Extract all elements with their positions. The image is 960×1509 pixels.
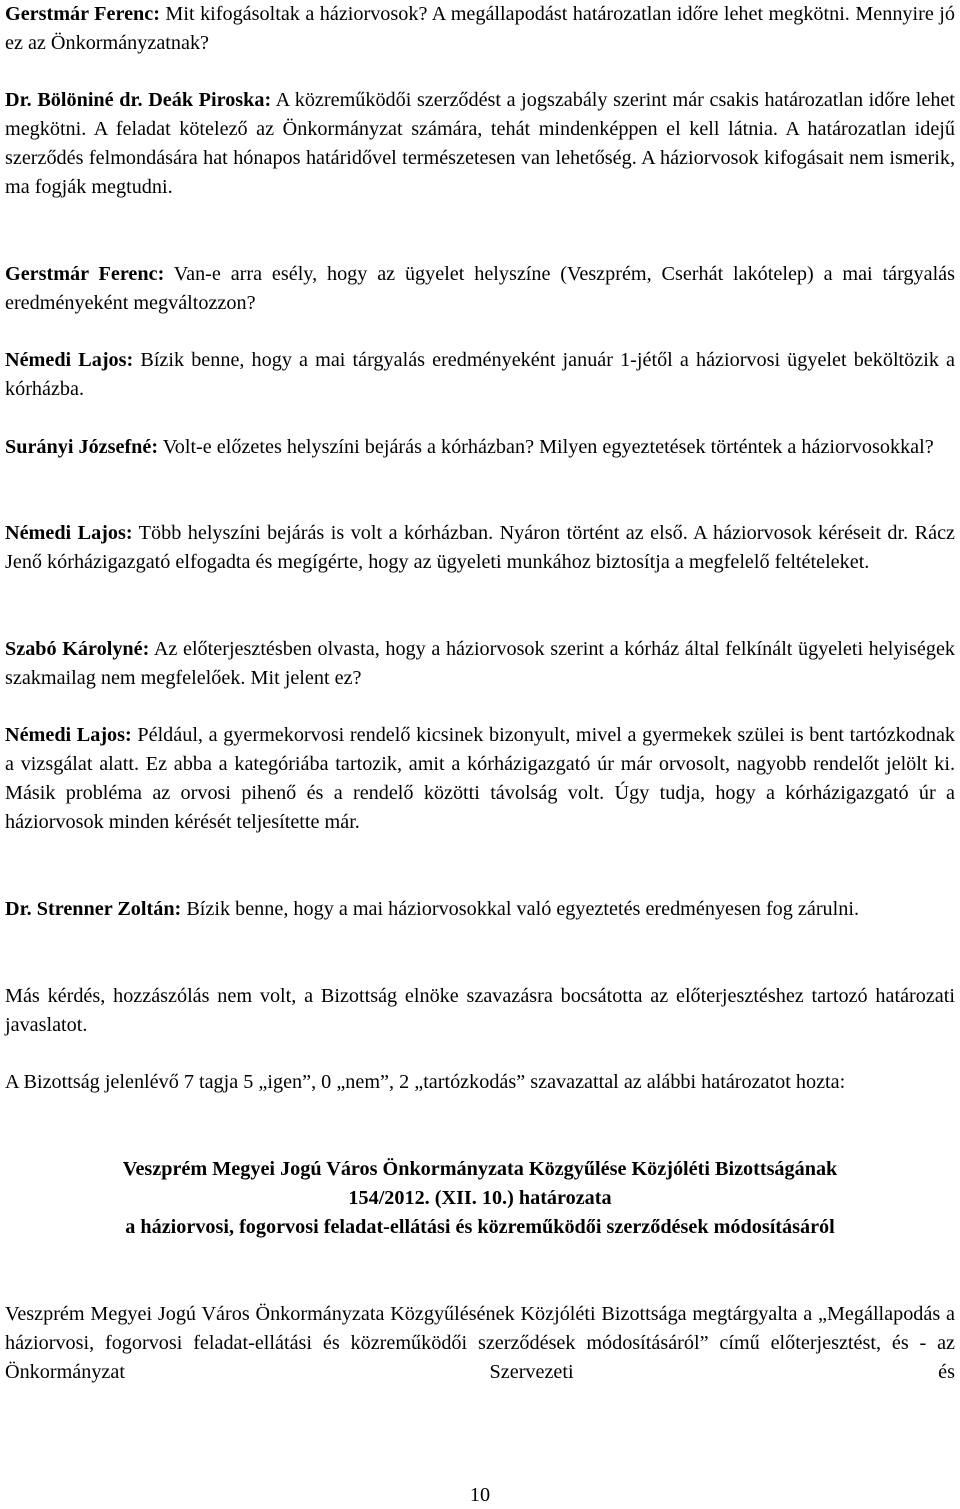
paragraph-7 xyxy=(5,635,955,693)
paragraph-10 xyxy=(5,982,955,1040)
paragraph-text: Bízik benne, hogy a mai tárgyalás eredményeként január 1-jétől a háziorvosi ügyelet beköltözik a kórházba. xyxy=(5,349,955,400)
paragraph-1 xyxy=(5,0,955,58)
paragraph-text: Például, a gyermekorvosi rendelő kicsinek bizonyult, mivel a gyermekek szülei is bent tartózkodnak a vizsgálat alatt. Ez abba a kategóriába tartozik, amit a kórházigazgató úr már orvosolt, nagyobb rendelőt jelölt ki. Másik probléma az orvosi pihenő és a rendelő közötti távolság volt. Úgy tudja, hogy a kórházigazgató úr a háziorvosok minden kérését teljesítette már. xyxy=(5,724,956,833)
speaker-name: Szabó Károlyné: xyxy=(5,638,150,660)
paragraph-text: Az előterjesztésben olvasta, hogy a háziorvosok szerint a kórház által felkínált ügyeleti helyiségek szakmailag nem megfelelőek. Mit jelent ez? xyxy=(5,638,956,689)
speaker-name: Némedi Lajos: xyxy=(5,349,134,371)
paragraph-text: Van-e arra esély, hogy az ügyelet helyszíne (Veszprém, Cserhát lakótelep) a mai tárgyalás eredményeként megváltozzon? xyxy=(5,263,955,314)
speaker-name: Surányi Józsefné: xyxy=(5,436,159,458)
speaker-name: Gerstmár Ferenc: xyxy=(5,263,165,285)
paragraph-text: A Bizottság jelenlévő 7 tagja 5 „igen”, 0 „nem”, 2 „tartózkodás” szavazattal az alábbi határozatot hozta: xyxy=(5,1071,846,1093)
paragraph-8 xyxy=(5,721,955,837)
paragraph-3 xyxy=(5,260,955,318)
paragraph-5 xyxy=(5,433,934,462)
paragraph-9 xyxy=(5,895,859,924)
resolution-heading xyxy=(5,1155,955,1242)
paragraph-2 xyxy=(5,86,955,202)
paragraph-text: Bízik benne, hogy a mai háziorvosokkal való egyeztetés eredményesen fog zárulni. xyxy=(181,898,860,920)
speaker-name: Némedi Lajos: xyxy=(5,724,132,746)
speaker-name: Gerstmár Ferenc: xyxy=(5,3,160,25)
page-number: 10 xyxy=(469,1484,491,1506)
speaker-name: Dr. Bölöniné dr. Deák Piroska: xyxy=(5,89,272,111)
speaker-name: Dr. Strenner Zoltán: xyxy=(5,898,182,920)
paragraph-text: A közreműködői szerződést a jogszabály szerint már csakis határozatlan időre lehet megkötni. A feladat kötelező az Önkormányzat számára, tehát mindenképpen el kell látnia. A határozatlan idejű szerződés felmondására hat hónapos határidővel természetesen van lehetőség. A háziorvosok kifogásait nem ismerik, ma fogják megtudni. xyxy=(5,89,955,198)
paragraph-11 xyxy=(5,1068,845,1097)
paragraph-text: Volt-e előzetes helyszíni bejárás a kórházban? Milyen egyeztetések történtek a háziorvosokkal? xyxy=(158,436,934,458)
paragraph-text: Több helyszíni bejárás is volt a kórházban. Nyáron történt az első. A háziorvosok kéréseit dr. Rácz Jenő kórházigazgató elfogadta és megígérte, hogy az ügyeleti munkához biztosítja a megfelelő feltételeket. xyxy=(5,522,955,573)
paragraph-text: Mit kifogásoltak a háziorvosok? A megállapodást határozatlan időre lehet megkötni. Mennyire jó ez az Önkormányzatnak? xyxy=(5,3,955,54)
resolution-subject: a háziorvosi, fogorvosi feladat-ellátási és közreműködői szerződések módosításáról xyxy=(125,1216,835,1238)
closing-paragraph: Veszprém Megyei Jogú Város Önkormányzata Közgyűlésének Közjóléti Bizottsága megtárgyalta a „Megállapodás a háziorvosi, fogorvosi feladat-ellátási és közreműködői szerződések módosításáról” című előterjesztést, és - az Önkormányzat Szervezeti és xyxy=(5,1303,955,1383)
resolution-number: 154/2012. (XII. 10.) határozata xyxy=(348,1187,612,1209)
resolution-title-line-1: Veszprém Megyei Jogú Város Önkormányzata Közgyűlése Közjóléti Bizottságának xyxy=(122,1158,838,1180)
paragraph-4 xyxy=(5,346,955,404)
paragraph-6 xyxy=(5,519,955,577)
speaker-name: Némedi Lajos: xyxy=(5,522,133,544)
paragraph-text: Más kérdés, hozzászólás nem volt, a Bizottság elnöke szavazásra bocsátotta az előterjesztéshez tartozó határozati javaslatot. xyxy=(5,985,955,1036)
